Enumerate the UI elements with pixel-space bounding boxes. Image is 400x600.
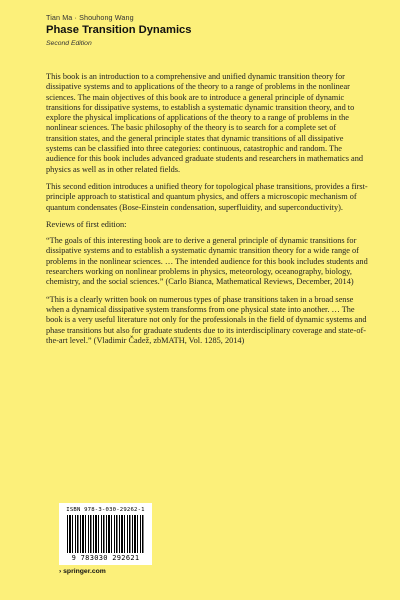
barcode-digits: 9 783030 292621 [71,554,140,562]
review-quote: “The goals of this interesting book are to derive a general principle of dynamic transitions for dissipative systems and to establish a systematic dynamic transition theory for a wide range of problems in the nonlinear sciences. … The intended audience for this book includes students and researchers working on nonlinear problems in physics, meteorology, oceanography, biology, chemistry, and the social sciences.” (Carlo Bianca, Mathematical Reviews, December, 2014) [46,236,368,287]
back-cover-text [46,72,368,353]
description-paragraph: This book is an introduction to a comprehensive and unified dynamic transition theory for dissipative systems and to applications of the theory to a range of problems in the nonlinear sciences. The main objectives of this book are to introduce a general principle of dynamic transitions for dissipative systems, to establish a systematic dynamic transition theory, and to explore the physical implications of applications of the theory to a range of problems in the nonlinear sciences. The basic philosophy of the theory is to search for a complete set of transition states, and the general principle states that dynamic transitions of all dissipative systems can be classified into three categories: continuous, catastrophic and random. The audience for this book includes advanced graduate students and researchers in mathematics and physics as well as in other related fields. [46,72,364,174]
reviews-heading: Reviews of first edition: [46,219,127,229]
book-title: Phase Transition Dynamics [46,24,192,36]
barcode-bars [67,515,145,553]
review-quote: “This is a clearly written book on numerous types of phase transitions taken in a broad sense when a dynamical dissipative system transforms from one physical state into another. … The book is a very useful literature not only for the professionals in the field of dynamic systems and phase transitions but also for graduate students due to its interdisciplinary coverage and state-of-the-art level.” (Vladimir Čadež, zbMATH, Vol. 1285, 2014) [46,294,367,345]
isbn-barcode [59,503,152,565]
publisher-url: › springer.com [59,568,106,575]
edition-label: Second Edition [46,40,92,47]
description-paragraph: This second edition introduces a unified theory for topological phase transitions, provides a first-principle approach to statistical and quantum physics, and offers a microscopic mechanism of quantum condensates (Bose-Einstein condensation, superfluidity, and superconductivity). [46,181,368,212]
isbn-label: ISBN 978-3-030-29262-1 [66,507,145,513]
authors: Tian Ma · Shouhong Wang [46,13,134,22]
